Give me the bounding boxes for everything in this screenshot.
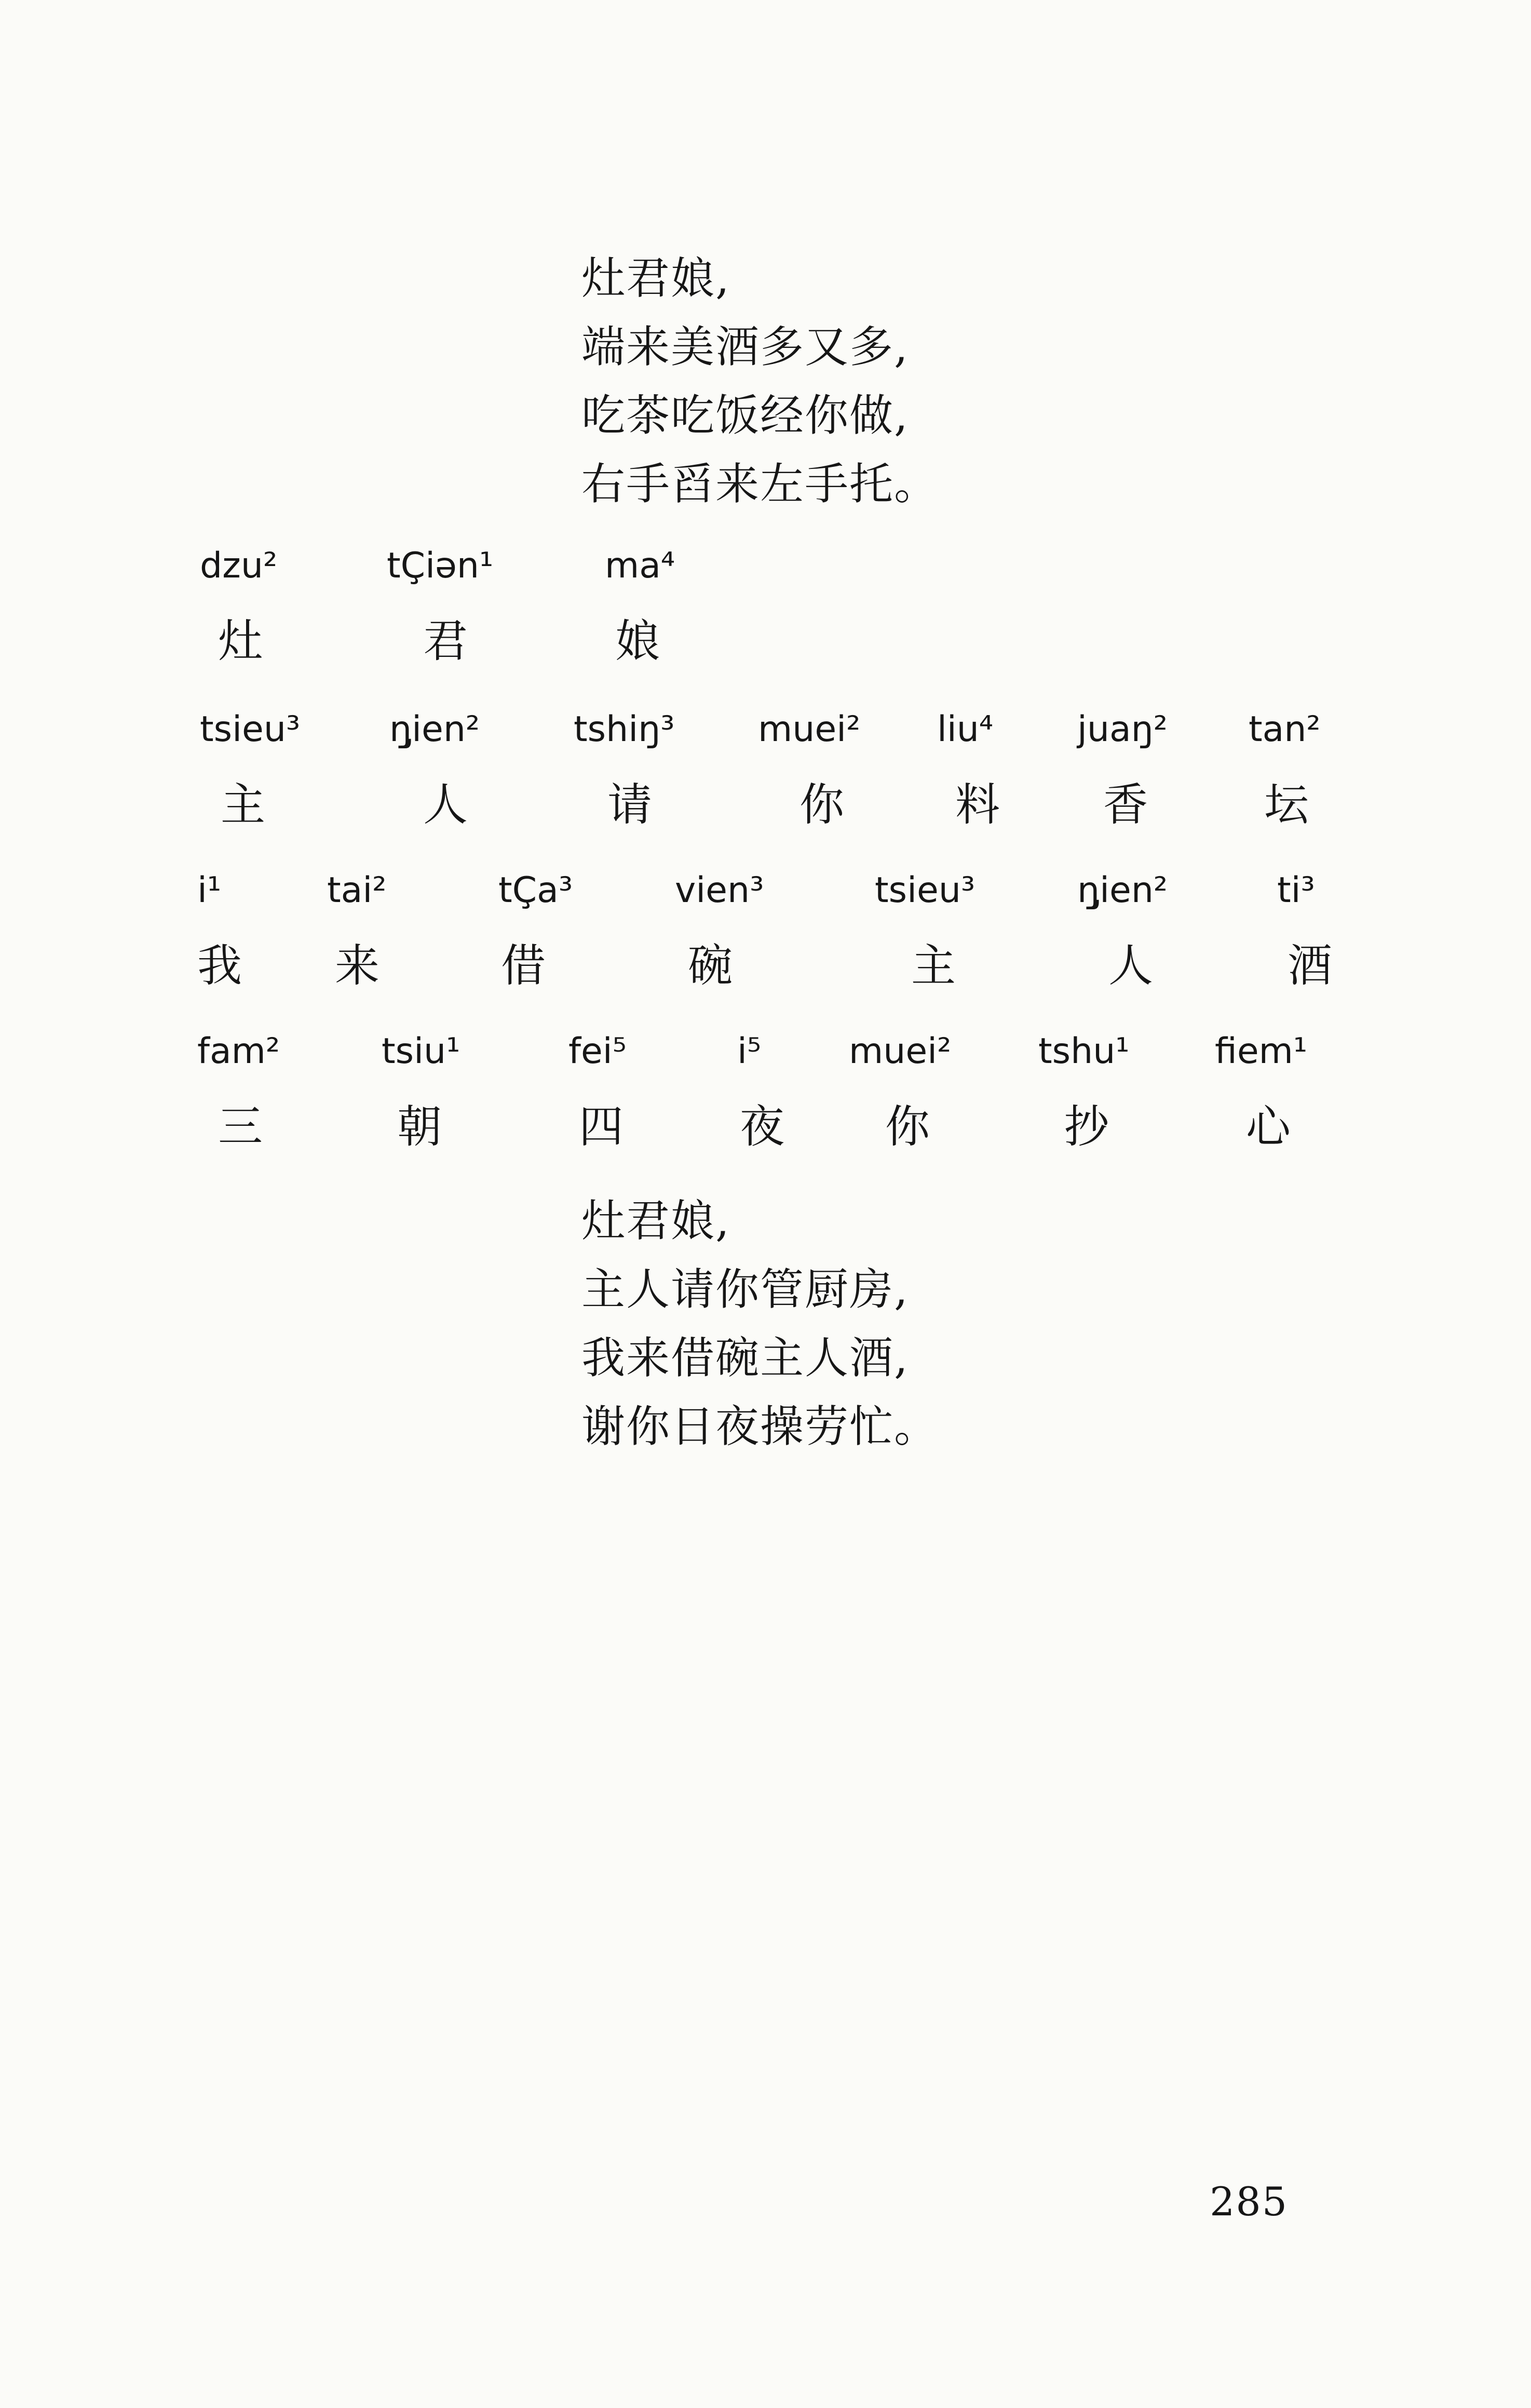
romanization-row xyxy=(0,1026,1531,1093)
romanized-syllable: ŋ̡ien² xyxy=(1077,870,1168,911)
hanzi-character: 人 xyxy=(1108,940,1153,992)
hanzi-character: 灶 xyxy=(218,615,263,667)
hanzi-character: 香 xyxy=(1103,779,1148,831)
verse-line: 我来借碗主人酒, xyxy=(581,1333,909,1383)
romanized-syllable: vien³ xyxy=(675,870,764,911)
romanized-syllable: i¹ xyxy=(197,870,222,911)
romanized-syllable: tsieu³ xyxy=(200,709,301,750)
romanized-syllable: juaŋ² xyxy=(1077,709,1168,750)
hanzi-row xyxy=(0,610,1531,693)
verse-line: 右手舀来左手托。 xyxy=(581,459,939,509)
romanized-syllable: ŋ̡ien² xyxy=(389,709,480,750)
hanzi-character: 主 xyxy=(221,779,265,831)
romanized-syllable: tÇa³ xyxy=(498,870,573,911)
hanzi-character: 抄 xyxy=(1064,1101,1109,1153)
romanization-row xyxy=(0,540,1531,608)
romanized-syllable: fei⁵ xyxy=(568,1031,627,1072)
romanized-syllable: i⁵ xyxy=(737,1031,762,1072)
romanized-syllable: tan² xyxy=(1249,709,1321,750)
hanzi-row xyxy=(0,935,1531,1018)
hanzi-character: 酒 xyxy=(1288,940,1332,992)
romanized-syllable: muei² xyxy=(758,709,861,750)
verse-line: 主人请你管厨房, xyxy=(581,1264,909,1315)
romanized-syllable: tshiŋ³ xyxy=(574,709,675,750)
hanzi-character: 三 xyxy=(218,1101,263,1153)
romanized-syllable: ti³ xyxy=(1277,870,1315,911)
hanzi-character: 请 xyxy=(607,779,652,831)
romanized-syllable: tÇiən¹ xyxy=(387,545,494,586)
hanzi-character: 主 xyxy=(911,940,956,992)
verse-line: 端来美酒多又多, xyxy=(581,321,909,372)
hanzi-character: 我 xyxy=(197,940,242,992)
hanzi-character: 来 xyxy=(335,940,380,992)
hanzi-character: 夜 xyxy=(740,1101,784,1153)
hanzi-character: 娘 xyxy=(615,615,660,667)
hanzi-character: 坛 xyxy=(1264,779,1309,831)
romanized-syllable: tsiu¹ xyxy=(382,1031,460,1072)
romanized-syllable: ma⁴ xyxy=(605,545,675,586)
hanzi-character: 朝 xyxy=(397,1101,442,1153)
romanized-syllable: tshu¹ xyxy=(1038,1031,1130,1072)
page-number: 285 xyxy=(1210,2178,1289,2225)
verse-line: 灶君娘, xyxy=(581,253,730,304)
romanized-syllable: muei² xyxy=(849,1031,952,1072)
hanzi-character: 借 xyxy=(501,940,546,992)
romanized-syllable: fiem¹ xyxy=(1215,1031,1308,1072)
romanization-row xyxy=(0,704,1531,771)
romanized-syllable: tai² xyxy=(327,870,387,911)
romanized-syllable: dzu² xyxy=(200,545,278,586)
hanzi-row xyxy=(0,1096,1531,1179)
hanzi-character: 人 xyxy=(423,779,468,831)
hanzi-row xyxy=(0,774,1531,857)
hanzi-character: 料 xyxy=(955,779,1000,831)
romanized-syllable: liu⁴ xyxy=(937,709,994,750)
verse-line: 谢你日夜操劳忙。 xyxy=(581,1401,939,1452)
verse-line: 吃茶吃饭经你做, xyxy=(581,390,909,441)
romanization-row xyxy=(0,865,1531,932)
hanzi-character: 你 xyxy=(800,779,844,831)
romanized-syllable: fam² xyxy=(197,1031,280,1072)
hanzi-character: 心 xyxy=(1246,1101,1291,1153)
hanzi-character: 君 xyxy=(423,615,468,667)
romanized-syllable: tsieu³ xyxy=(875,870,975,911)
hanzi-character: 你 xyxy=(885,1101,930,1153)
verse-line: 灶君娘, xyxy=(581,1195,730,1246)
hanzi-character: 碗 xyxy=(688,940,733,992)
verse-bottom xyxy=(581,1187,939,1461)
verse-top xyxy=(581,244,939,518)
hanzi-character: 四 xyxy=(579,1101,624,1153)
